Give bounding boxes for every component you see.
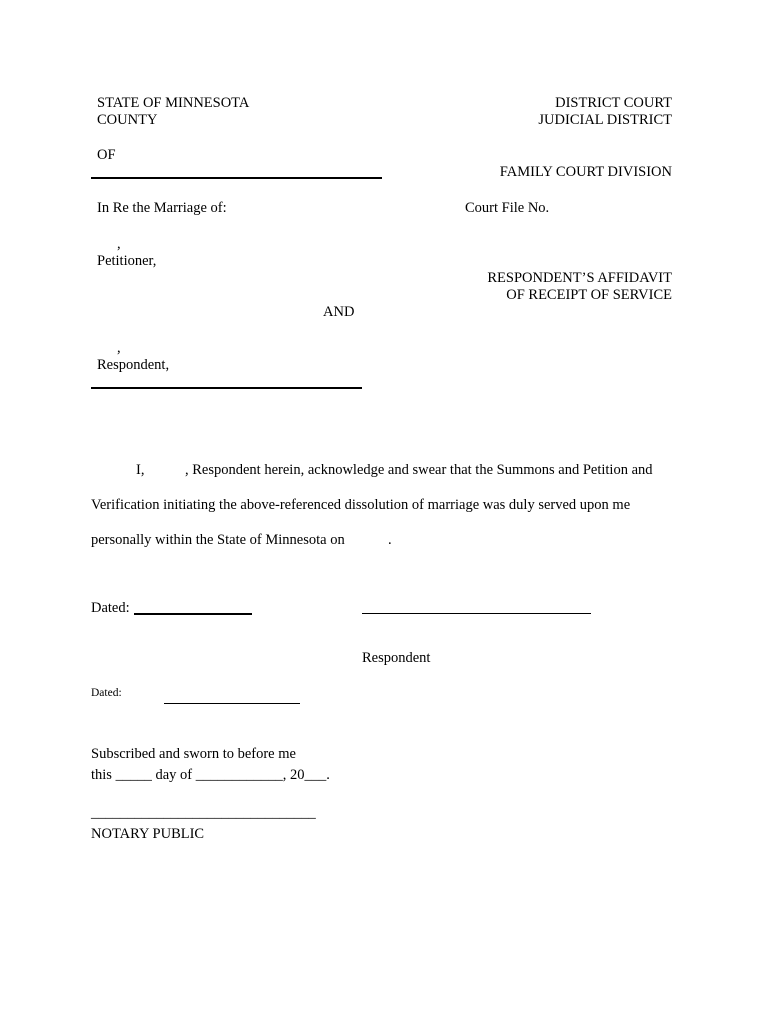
- petitioner-label: Petitioner,: [97, 253, 157, 269]
- court-file-label: Court File No.: [465, 200, 550, 216]
- of-label: OF: [97, 147, 116, 163]
- body-line1-start: I,: [136, 462, 145, 478]
- caption-bottom-rule: [91, 387, 362, 389]
- respondent-signature-label: Respondent: [362, 650, 431, 666]
- dated-label: Dated:: [91, 600, 130, 616]
- body-line1-rest: , Respondent herein, acknowledge and swear that the Summons and Petition and: [185, 462, 653, 478]
- notary-date-line: this _____ day of ____________, 20___.: [91, 767, 330, 783]
- court-name: DISTRICT COURT: [555, 95, 672, 111]
- judicial-district-label: JUDICIAL DISTRICT: [538, 112, 672, 128]
- respondent-label: Respondent,: [97, 357, 170, 373]
- dated-small-blank-line: [164, 703, 300, 704]
- body-line2: Verification initiating the above-referenced dissolution of marriage was duly served upon me: [91, 497, 631, 513]
- division-label: FAMILY COURT DIVISION: [499, 164, 672, 180]
- petitioner-name-comma: ,: [117, 236, 121, 252]
- notary-subscribed-line: Subscribed and sworn to before me: [91, 746, 296, 762]
- notary-signature-line: _______________________________: [91, 805, 316, 821]
- body-line3-end: .: [388, 532, 392, 548]
- state-name: STATE OF MINNESOTA: [97, 95, 250, 111]
- in-re-label: In Re the Marriage of:: [97, 200, 227, 216]
- respondent-signature-line: [362, 613, 591, 614]
- notary-public-label: NOTARY PUBLIC: [91, 826, 205, 842]
- county-label: COUNTY: [97, 112, 158, 128]
- dated-blank-line: [134, 613, 252, 615]
- document-title-line1: RESPONDENT’S AFFIDAVIT: [487, 270, 672, 286]
- respondent-name-comma: ,: [117, 340, 121, 356]
- body-line3: personally within the State of Minnesota on: [91, 532, 345, 548]
- document-title-line2: OF RECEIPT OF SERVICE: [506, 287, 672, 303]
- dated-small-label: Dated:: [91, 687, 122, 699]
- and-label: AND: [323, 304, 355, 320]
- of-underline: [91, 177, 382, 179]
